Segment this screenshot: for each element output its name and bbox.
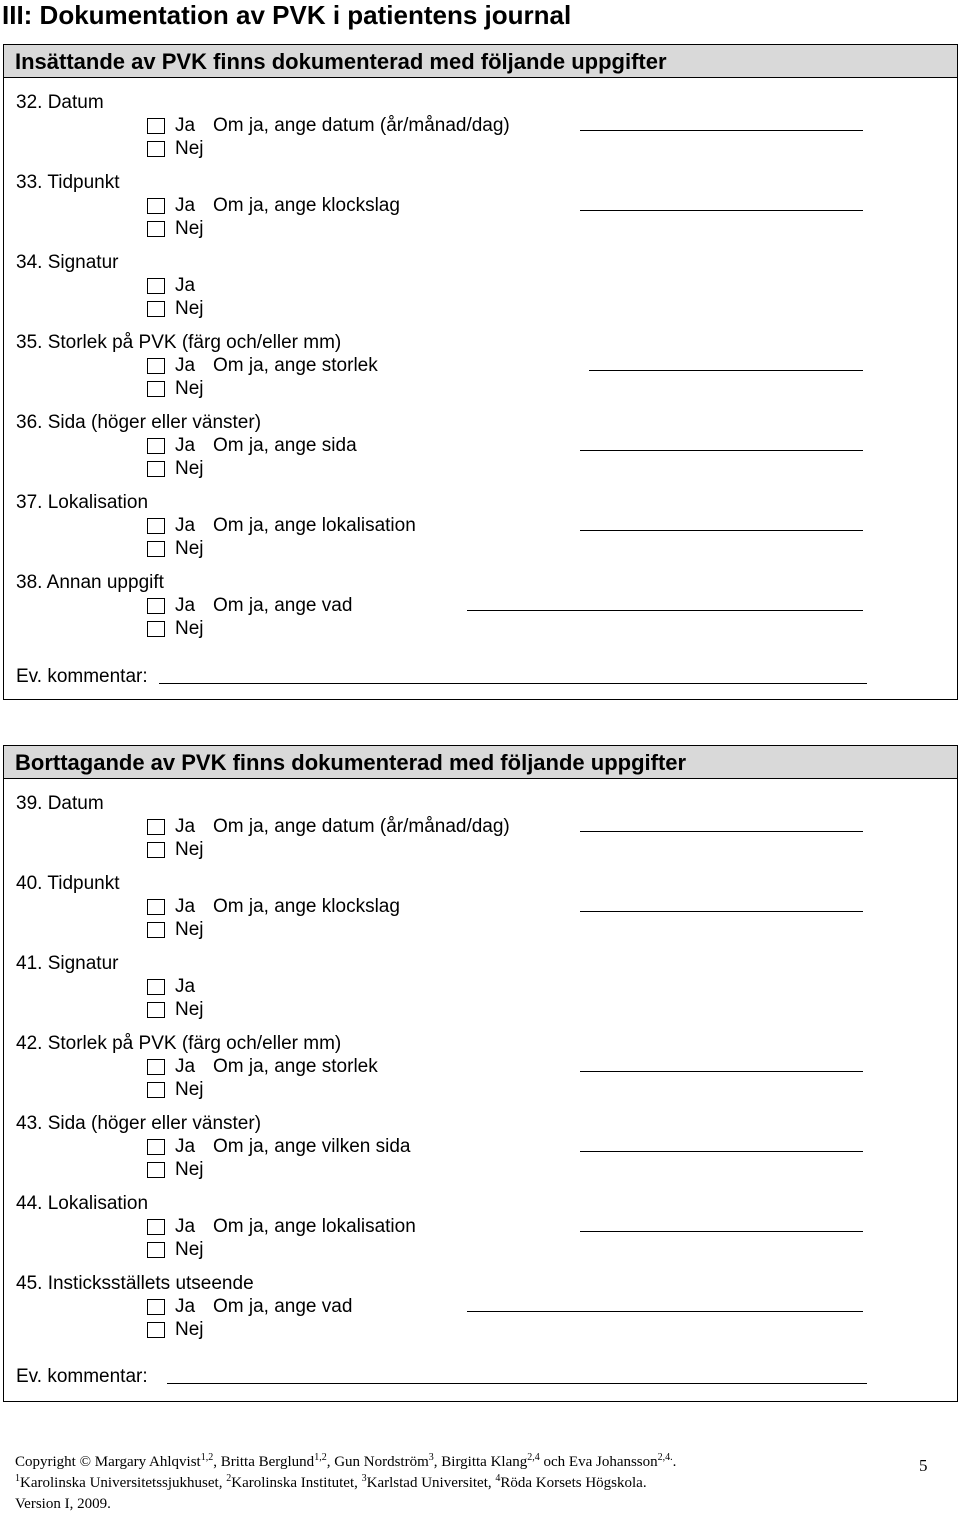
affiliation: Karolinska Institutet [231, 1475, 355, 1491]
checkbox-nej[interactable] [147, 1242, 165, 1258]
option-ja-label: Ja [175, 1216, 196, 1237]
footer-affiliations [15, 1473, 945, 1494]
option-ja[interactable] [147, 195, 927, 217]
author-ref: 2,4. [657, 1452, 673, 1463]
option-nej-label: Nej [175, 218, 204, 239]
checkbox-nej[interactable] [147, 621, 165, 637]
question-label: 32. Datum [16, 92, 104, 113]
affiliation-ref: 2 [226, 1473, 232, 1484]
question-34-signatur [4, 252, 957, 322]
option-hint: Om ja, ange vad [213, 1296, 353, 1317]
option-hint: Om ja, ange klockslag [213, 195, 400, 216]
option-hint: Om ja, ange lokalisation [213, 1216, 416, 1237]
checkbox-ja[interactable] [147, 1299, 165, 1315]
option-ja[interactable] [147, 595, 927, 617]
comment-label: Ev. kommentar: [16, 666, 148, 687]
option-nej-label: Nej [175, 1319, 204, 1340]
question-40-tidpunkt [4, 873, 957, 943]
option-hint: Om ja, ange storlek [213, 1056, 378, 1077]
checkbox-ja[interactable] [147, 1219, 165, 1235]
question-label: 34. Signatur [16, 252, 119, 273]
option-ja[interactable] [147, 435, 927, 457]
answer-line[interactable] [580, 210, 863, 211]
option-ja-label: Ja [175, 355, 196, 376]
affiliation: Karlstad Universitet [366, 1475, 488, 1491]
answer-line[interactable] [467, 1311, 863, 1312]
page-number: 5 [919, 1456, 928, 1475]
question-36-sida [4, 412, 957, 482]
checkbox-ja[interactable] [147, 598, 165, 614]
section-header [4, 746, 957, 779]
answer-line[interactable] [580, 831, 863, 832]
option-hint: Om ja, ange storlek [213, 355, 378, 376]
comment-row [16, 1366, 916, 1390]
option-ja[interactable] [147, 1056, 927, 1078]
author: Britta Berglund [220, 1454, 315, 1470]
question-label: 33. Tidpunkt [16, 172, 120, 193]
option-ja-label: Ja [175, 195, 196, 216]
question-label: 41. Signatur [16, 953, 119, 974]
section-title: Borttagande av PVK finns dokumenterad med följande uppgifter [15, 750, 687, 775]
comment-label: Ev. kommentar: [16, 1366, 148, 1387]
question-38-annan-uppgift [4, 572, 957, 642]
option-nej[interactable] [147, 298, 927, 320]
question-41-signatur [4, 953, 957, 1023]
section-removal [3, 745, 958, 1402]
option-ja-label: Ja [175, 115, 196, 136]
option-nej[interactable] [147, 1239, 927, 1261]
question-42-storlek [4, 1033, 957, 1103]
affiliation-sep: , [354, 1475, 362, 1491]
option-hint: Om ja, ange lokalisation [213, 515, 416, 536]
option-ja-label: Ja [175, 1056, 196, 1077]
affiliation-ref: 3 [361, 1473, 367, 1484]
author-ref: 1,2 [200, 1452, 214, 1463]
checkbox-nej[interactable] [147, 842, 165, 858]
checkbox-nej[interactable] [147, 221, 165, 237]
option-ja[interactable] [147, 115, 927, 137]
answer-line[interactable] [580, 911, 863, 912]
author: Margary Ahlqvist [94, 1454, 201, 1470]
option-nej-label: Nej [175, 618, 204, 639]
section-header [4, 45, 957, 78]
question-32-datum [4, 92, 957, 162]
option-nej-label: Nej [175, 458, 204, 479]
option-hint: Om ja, ange datum (år/månad/dag) [213, 816, 510, 837]
answer-line[interactable] [580, 1151, 863, 1152]
author-ref: 3 [428, 1452, 434, 1463]
comment-line[interactable] [167, 1383, 867, 1384]
option-hint: Om ja, ange klockslag [213, 896, 400, 917]
comment-line[interactable] [159, 683, 867, 684]
question-label: 40. Tidpunkt [16, 873, 120, 894]
question-43-sida [4, 1113, 957, 1183]
option-nej-label: Nej [175, 378, 204, 399]
option-nej[interactable] [147, 618, 927, 640]
checkbox-nej[interactable] [147, 301, 165, 317]
option-nej[interactable] [147, 378, 927, 400]
option-nej[interactable] [147, 1159, 927, 1181]
option-hint: Om ja, ange sida [213, 435, 357, 456]
question-label: 37. Lokalisation [16, 492, 149, 513]
option-nej[interactable] [147, 999, 927, 1021]
option-nej[interactable] [147, 538, 927, 560]
option-ja[interactable] [147, 976, 927, 998]
option-nej[interactable] [147, 1319, 927, 1341]
checkbox-ja[interactable] [147, 518, 165, 534]
option-nej-label: Nej [175, 1159, 204, 1180]
option-ja[interactable] [147, 816, 927, 838]
author-sep: och [539, 1454, 569, 1470]
checkbox-nej[interactable] [147, 141, 165, 157]
option-nej-label: Nej [175, 1239, 204, 1260]
question-label: 45. Insticksställets utseende [16, 1273, 254, 1294]
answer-line[interactable] [580, 1231, 863, 1232]
copyright-icon: © [79, 1454, 91, 1470]
footer-authors [15, 1452, 945, 1473]
option-ja-label: Ja [175, 515, 196, 536]
checkbox-ja[interactable] [147, 118, 165, 134]
affiliation-sep: . [642, 1475, 647, 1491]
checkbox-ja[interactable] [147, 198, 165, 214]
affiliation: Karolinska Universitetssjukhuset [20, 1475, 219, 1491]
option-hint: Om ja, ange vad [213, 595, 353, 616]
checkbox-ja[interactable] [147, 438, 165, 454]
checkbox-nej[interactable] [147, 541, 165, 557]
question-label: 36. Sida (höger eller vänster) [16, 412, 262, 433]
option-ja[interactable] [147, 1136, 927, 1158]
checkbox-ja[interactable] [147, 899, 165, 915]
checkbox-nej[interactable] [147, 1162, 165, 1178]
question-45-insticksstallets-utseende [4, 1273, 957, 1343]
option-ja-label: Ja [175, 816, 196, 837]
question-label: 42. Storlek på PVK (färg och/eller mm) [16, 1033, 342, 1054]
author-ref: 2,4 [527, 1452, 540, 1463]
section-title: Insättande av PVK finns dokumenterad med följande uppgifter [15, 49, 667, 74]
option-nej-label: Nej [175, 138, 204, 159]
author: Eva Johansson [568, 1454, 658, 1470]
option-ja-label: Ja [175, 435, 196, 456]
option-ja[interactable] [147, 355, 927, 377]
author-sep: , [326, 1454, 335, 1470]
option-hint: Om ja, ange datum (år/månad/dag) [213, 115, 510, 136]
question-44-lokalisation [4, 1193, 957, 1263]
option-ja-label: Ja [175, 1296, 196, 1317]
option-ja[interactable] [147, 515, 927, 537]
footer [15, 1452, 945, 1515]
checkbox-nej[interactable] [147, 1322, 165, 1338]
option-ja[interactable] [147, 275, 927, 297]
checkbox-nej[interactable] [147, 381, 165, 397]
page-title: III: Dokumentation av PVK i patientens journal [2, 0, 572, 30]
option-ja-label: Ja [175, 275, 196, 296]
affiliation-sep: , [487, 1475, 496, 1491]
copyright-label: Copyright [15, 1454, 76, 1470]
checkbox-ja[interactable] [147, 819, 165, 835]
checkbox-ja[interactable] [147, 278, 165, 294]
checkbox-nej[interactable] [147, 461, 165, 477]
answer-line[interactable] [580, 1071, 863, 1072]
option-ja-label: Ja [175, 595, 196, 616]
option-nej[interactable] [147, 1079, 927, 1101]
question-33-tidpunkt [4, 172, 957, 242]
option-nej[interactable] [147, 458, 927, 480]
checkbox-nej[interactable] [147, 1002, 165, 1018]
answer-line[interactable] [580, 530, 863, 531]
question-label: 44. Lokalisation [16, 1193, 149, 1214]
question-label: 39. Datum [16, 793, 104, 814]
checkbox-ja[interactable] [147, 358, 165, 374]
checkbox-nej[interactable] [147, 922, 165, 938]
answer-line[interactable] [580, 130, 863, 131]
question-label: 38. Annan uppgift [16, 572, 164, 593]
footer-version: Version I, 2009. [15, 1496, 111, 1512]
author: Birgitta Klang [441, 1454, 528, 1470]
option-nej-label: Nej [175, 839, 204, 860]
question-35-storlek [4, 332, 957, 402]
question-label: 35. Storlek på PVK (färg och/eller mm) [16, 332, 342, 353]
option-nej[interactable] [147, 839, 927, 861]
option-nej-label: Nej [175, 919, 204, 940]
answer-line[interactable] [467, 610, 863, 611]
option-ja[interactable] [147, 1216, 927, 1238]
author: Gun Nordström [334, 1454, 429, 1470]
option-nej[interactable] [147, 919, 927, 941]
option-nej-label: Nej [175, 1079, 204, 1100]
affiliation-sep: , [218, 1475, 227, 1491]
option-ja[interactable] [147, 896, 927, 918]
affiliation: Röda Korsets Högskola [500, 1475, 643, 1491]
answer-line[interactable] [580, 450, 863, 451]
comment-row [16, 666, 916, 690]
option-hint: Om ja, ange vilken sida [213, 1136, 411, 1157]
checkbox-nej[interactable] [147, 1082, 165, 1098]
option-ja-label: Ja [175, 976, 196, 997]
author-sep: . [672, 1454, 677, 1470]
affiliation-ref: 4 [495, 1473, 501, 1484]
question-label: 43. Sida (höger eller vänster) [16, 1113, 262, 1134]
option-nej[interactable] [147, 218, 927, 240]
question-39-datum [4, 793, 957, 863]
option-nej[interactable] [147, 138, 927, 160]
section-insertion [3, 44, 958, 700]
checkbox-ja[interactable] [147, 1059, 165, 1075]
option-ja[interactable] [147, 1296, 927, 1318]
option-ja-label: Ja [175, 896, 196, 917]
author-ref: 1,2 [314, 1452, 327, 1463]
checkbox-ja[interactable] [147, 1139, 165, 1155]
option-ja-label: Ja [175, 1136, 196, 1157]
option-nej-label: Nej [175, 538, 204, 559]
question-37-lokalisation [4, 492, 957, 562]
affiliation-ref: 1 [15, 1473, 20, 1484]
checkbox-ja[interactable] [147, 979, 165, 995]
option-nej-label: Nej [175, 999, 204, 1020]
author-sep: , [213, 1454, 221, 1470]
option-nej-label: Nej [175, 298, 204, 319]
answer-line[interactable] [589, 370, 863, 371]
author-sep: , [433, 1454, 442, 1470]
